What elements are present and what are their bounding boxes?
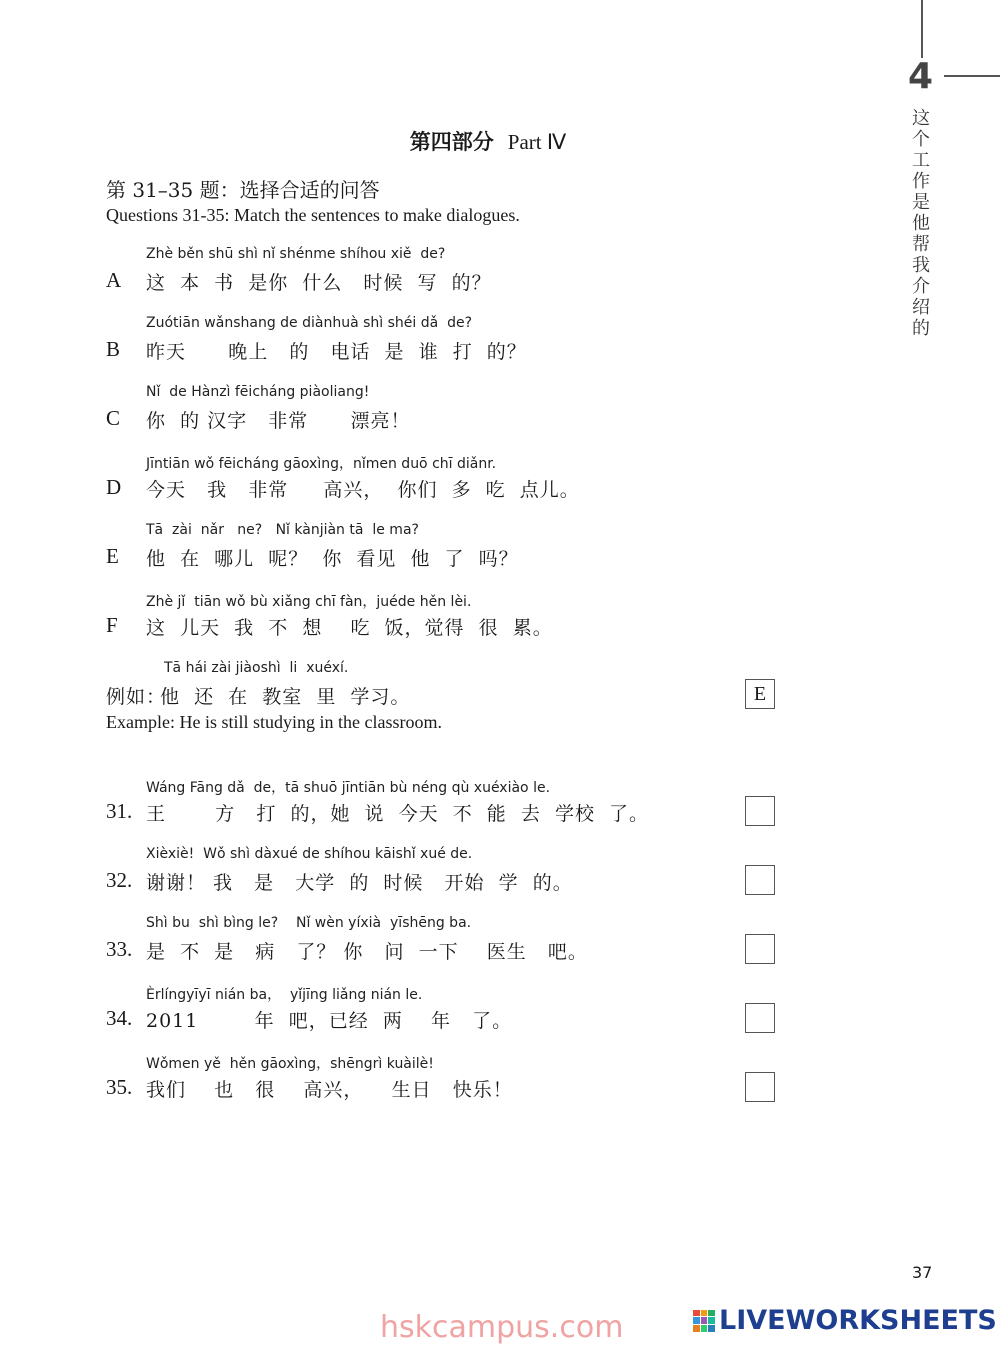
logo-square	[693, 1317, 700, 1324]
instructions-en: Questions 31-35: Match the sentences to make dialogues.	[106, 205, 520, 225]
option-pinyin: Zhè běn shū shì nǐ shénme shíhou xiě de?	[146, 246, 446, 262]
option-hanzi: 这 本 书 是你 什么 时候 写 的？	[146, 272, 492, 294]
logo-grid-icon	[693, 1310, 715, 1332]
question-pinyin: Wǒmen yě hěn gāoxìng，shēngrì kuàilè!	[146, 1056, 434, 1072]
section-title	[0, 126, 976, 156]
question-number: 35.	[106, 1075, 133, 1099]
answer-box-33[interactable]	[745, 934, 775, 964]
option-pinyin: Zuótiān wǎnshang de diànhuà shì shéi dǎ de?	[146, 315, 473, 331]
example-label: 例如：	[106, 686, 167, 708]
example-pinyin: Tā hái zài jiàoshì li xuéxí.	[164, 660, 349, 676]
option-letter: E	[106, 544, 119, 568]
question-pinyin: Shì bu shì bìng le? Nǐ wèn yíxià yīshēng ba.	[146, 915, 472, 931]
example-answer-box: E	[745, 679, 775, 709]
logo-square	[693, 1325, 700, 1332]
liveworksheets-logo[interactable]	[693, 1305, 997, 1336]
question-hanzi: 王 方 打 的，她 说 今天 不 能 去 学校 了。	[146, 803, 650, 825]
option-letter: C	[106, 406, 121, 430]
option-hanzi: 你 的 汉字 非常 漂亮！	[146, 410, 411, 432]
section-title-en: Part Ⅳ	[507, 130, 567, 154]
question-hanzi: 我们 也 很 高兴， 生日 快乐！	[146, 1079, 513, 1101]
logo-square	[693, 1310, 700, 1317]
logo-square	[701, 1317, 708, 1324]
question-hanzi: 2011 年 吧，已经 两 年 了。	[146, 1010, 513, 1032]
answer-box-31[interactable]	[745, 796, 775, 826]
option-letter: B	[106, 337, 121, 361]
tab-vertical-rule	[921, 0, 923, 58]
example-translation: Example: He is still studying in the classroom.	[106, 712, 442, 732]
chapter-title: 这个工作是他帮我介绍的	[912, 108, 930, 339]
answer-box-35[interactable]	[745, 1072, 775, 1102]
tab-horizontal-rule	[944, 75, 1000, 77]
option-pinyin: Jīntiān wǒ fēicháng gāoxìng，nǐmen duō chī diǎnr.	[146, 456, 497, 472]
question-number: 34.	[106, 1006, 133, 1030]
logo-square	[708, 1317, 715, 1324]
logo-text: LIVEWORKSHEETS	[719, 1305, 997, 1336]
section-title-zh: 第四部分	[409, 129, 494, 154]
question-hanzi: 是 不 是 病 了？ 你 问 一下 医生 吧。	[146, 941, 588, 963]
option-hanzi: 今天 我 非常 高兴， 你们 多 吃 点儿。	[146, 479, 580, 501]
logo-square	[701, 1325, 708, 1332]
logo-square	[701, 1310, 708, 1317]
option-hanzi: 这 儿天 我 不 想 吃 饭，觉得 很 累。	[146, 617, 553, 639]
answer-box-32[interactable]	[745, 865, 775, 895]
option-letter: F	[106, 613, 118, 637]
option-letter: D	[106, 475, 122, 499]
question-pinyin: Èrlíngyīyī nián ba， yǐjīng liǎng nián le.	[146, 987, 423, 1003]
watermark: hskcampus.com	[380, 1310, 624, 1345]
instructions-zh: 第 31–35 题：选择合适的问答	[106, 178, 380, 202]
logo-square	[708, 1325, 715, 1332]
option-hanzi: 昨天 晚上 的 电话 是 谁 打 的？	[146, 341, 527, 363]
example-hanzi: 他 还 在 教室 里 学习。	[160, 686, 411, 708]
page-number: 37	[912, 1263, 933, 1282]
question-hanzi: 谢谢！ 我 是 大学 的 时候 开始 学 的。	[146, 872, 573, 894]
option-pinyin: Zhè jǐ tiān wǒ bù xiǎng chī fàn，juéde hěn lèi.	[146, 594, 472, 610]
option-letter: A	[106, 268, 122, 292]
chapter-number: 4	[908, 56, 934, 97]
question-number: 33.	[106, 937, 133, 961]
question-number: 31.	[106, 799, 133, 823]
option-hanzi: 他 在 哪儿 呢？ 你 看见 他 了 吗？	[146, 548, 519, 570]
answer-box-34[interactable]	[745, 1003, 775, 1033]
option-pinyin: Nǐ de Hànzì fēicháng piàoliang!	[146, 384, 370, 400]
question-pinyin: Wáng Fāng dǎ de，tā shuō jīntiān bù néng qù xuéxiào le.	[146, 780, 551, 796]
question-number: 32.	[106, 868, 133, 892]
option-pinyin: Tā zài nǎr ne? Nǐ kànjiàn tā le ma?	[146, 522, 419, 538]
question-pinyin: Xièxiè! Wǒ shì dàxué de shíhou kāishǐ xué de.	[146, 846, 473, 862]
logo-square	[708, 1310, 715, 1317]
